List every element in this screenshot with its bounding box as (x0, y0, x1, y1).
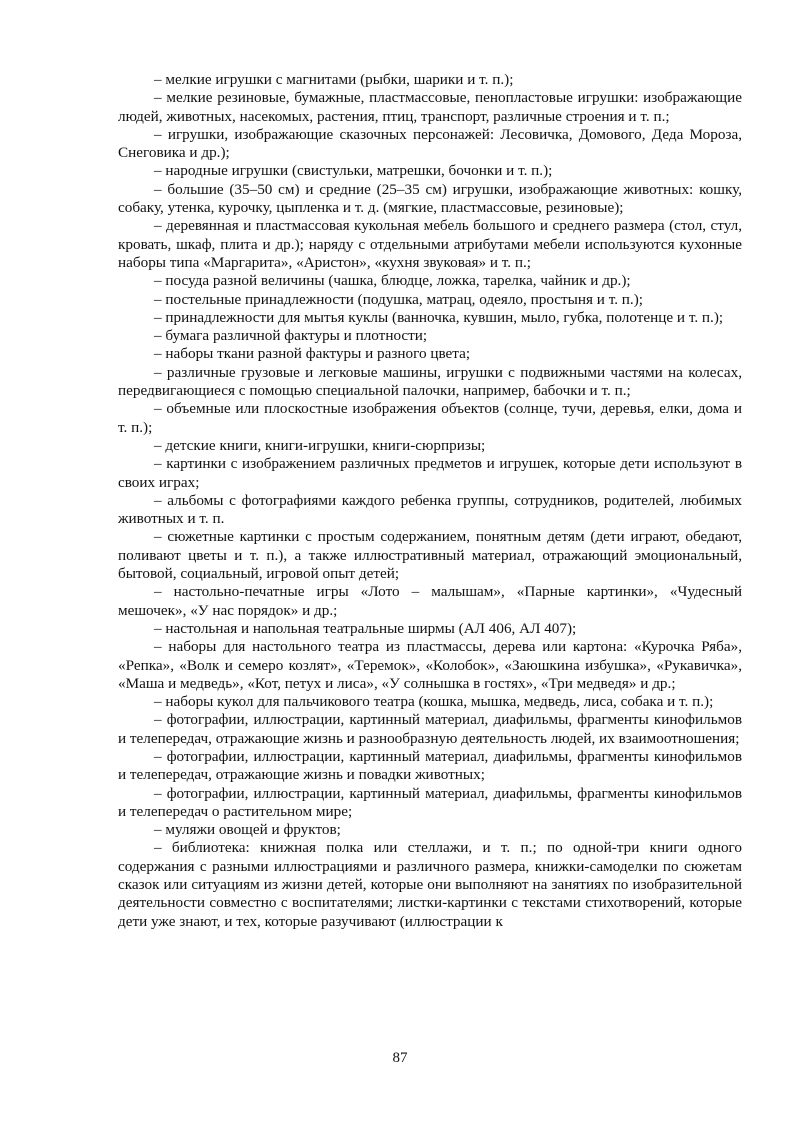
list-item: – фотографии, иллюстрации, картинный материал, диафильмы, фрагменты кинофильмов и телепередач, отражающие жизнь и повадки животных; (118, 747, 742, 784)
list-item: – настольная и напольная театральные ширмы (АЛ 406, АЛ 407); (154, 619, 577, 637)
list-item: – деревянная и пластмассовая кукольная мебель большого и среднего размера (стол, стул, кровать, шкаф, плита и др.); наряду с отдельными атрибутами мебели используются кухонные наборы типа «Маргарита», «Аристон», «кухня звуковая» и т. п.; (118, 217, 742, 271)
list-item: – детские книги, книги-игрушки, книги-сюрпризы; (154, 436, 486, 454)
list-item: – фотографии, иллюстрации, картинный материал, диафильмы, фрагменты кинофильмов и телепередач, отражающие жизнь и разнообразную деятельность людей, их взаимоотношения; (118, 711, 742, 747)
page-number: 87 (392, 1050, 408, 1066)
list-item: – наборы ткани разной фактуры и разного цвета; (154, 345, 471, 363)
list-item: – бумага различной фактуры и плотности; (154, 327, 428, 345)
list-item: – различные грузовые и легковые машины, игрушки с подвижными частями на колесах, передвигающиеся с помощью специальной палочки, например, бабочки и т. п.; (118, 363, 742, 400)
list-item: – фотографии, иллюстрации, картинный материал, диафильмы, фрагменты кинофильмов и телепередач о растительном мире; (118, 784, 742, 820)
list-item: – сюжетные картинки с простым содержанием, понятным детям (дети играют, обедают, поливают цветы и т. п.), а также иллюстративный материал, отражающий эмоциональный, бытовой, социальный, игровой опыт детей; (118, 528, 742, 583)
list-item: – постельные принадлежности (подушка, матрац, одеяло, простыня и т. п.); (154, 290, 643, 308)
list-item: – принадлежности для мытья куклы (ванночка, кувшин, мыло, губка, полотенце и т. п.); (154, 308, 724, 326)
list-item: – мелкие игрушки с магнитами (рыбки, шарики и т. п.); (154, 71, 514, 88)
list-item: – библиотека: книжная полка или стеллажи, и т. п.; по одной-три книги одного содержания с разными иллюстрациями и различного размера, книжки-самоделки по сюжетам сказок или ситуациям из жизни детей, которые они выполняют на занятиях по изобразительной деятельности совместно с воспитателями; листки-картинки с текстами стихотворений, которые дети уже знают, и тех, которые разучивают (иллюстрации к (118, 839, 742, 930)
list-item: – наборы кукол для пальчикового театра (кошка, мышка, медведь, лиса, собака и т. п.); (154, 693, 714, 711)
list-item: – игрушки, изображающие сказочных персонажей: Лесовичка, Домового, Деда Мороза, Снеговика и др.); (118, 125, 742, 162)
list-item: – народные игрушки (свистульки, матрешки, бочонки и т. п.); (154, 162, 553, 180)
list-item: – альбомы с фотографиями каждого ребенка группы, сотрудников, родителей, любимых животных и т. п. (118, 491, 742, 528)
list-item: – большие (35–50 см) и средние (25–35 см) игрушки, изображающие животных: кошку, собаку, утенка, курочку, цыпленка и т. д. (мягкие, пластмассовые, резиновые); (118, 180, 742, 217)
list-item: – мелкие резиновые, бумажные, пластмассовые, пенопластовые игрушки: изображающие людей, животных, насекомых, растения, птиц, транспорт, различные строения и т. п.; (118, 89, 742, 125)
list-item: – посуда разной величины (чашка, блюдце, ложка, тарелка, чайник и др.); (154, 272, 631, 290)
document-body (118, 71, 742, 931)
list-item: – муляжи овощей и фруктов; (154, 821, 341, 839)
list-item: – наборы для настольного театра из пластмассы, дерева или картона: «Курочка Ряба», «Репка», «Волк и семеро козлят», «Теремок», «Колобок», «Заюшкина избушка», «Рукавичка», «Маша и медведь», «Кот, петух и лиса», «У солнышка в гостях», «Три медведя» и др.; (118, 638, 742, 692)
list-item: – объемные или плоскостные изображения объектов (солнце, тучи, деревья, елки, дома и т. п.); (118, 400, 742, 436)
list-item: – настольно-печатные игры «Лото – малышам», «Парные картинки», «Чудесный мешочек», «У нас порядок» и др.; (118, 583, 742, 619)
list-item: – картинки с изображением различных предметов и игрушек, которые дети используют в своих играх; (118, 455, 742, 491)
